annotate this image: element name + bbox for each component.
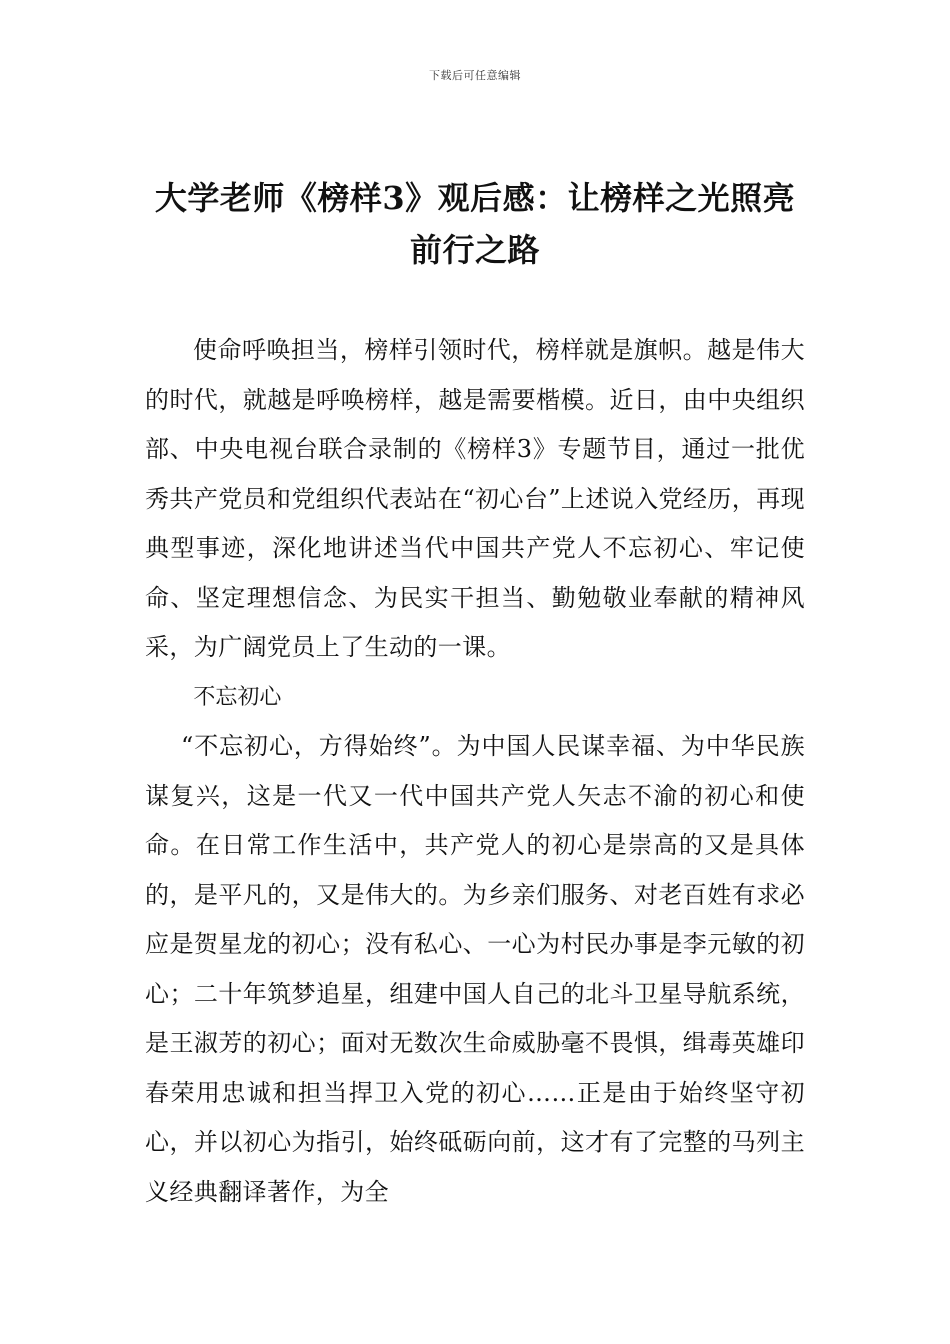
document-body [145,326,805,1217]
header-note: 下载后可任意编辑 [429,69,521,82]
intro-paragraph: 使命呼唤担当，榜样引领时代，榜样就是旗帜。越是伟大的时代，就越是呼唤榜样，越是需要楷模。近日，由中央组织部、中央电视台联合录制的《榜样3》专题节目，通过一批优秀共产党员和党组织代表站在“初心台”上述说入党经历，再现典型事迹，深化地讲述当代中国共产党人不忘初心、牢记使命、坚定理想信念、为民实干担当、勤勉敬业奉献的精神风采，为广阔党员上了生动的一课。 [145,336,805,661]
document-title: 大学老师《榜样3》观后感：让榜样之光照亮前行之路 [154,179,796,269]
section-heading: 不忘初心 [193,684,282,710]
section-paragraph: “不忘初心，方得始终”。为中国人民谋幸福、为中华民族谋复兴，这是一代又一代中国共产党人矢志不渝的初心和使命。在日常工作生活中，共产党人的初心是崇高的又是具体的，是平凡的，又是伟大的。为乡亲们服务、对老百姓有求必应是贺星龙的初心；没有私心、一心为村民办事是李元敏的初心；二十年筑梦追星，组建中国人自己的北斗卫星导航系统，是王淑芳的初心；面对无数次生命威胁毫不畏惧，缉毒英雄印春荣用忠诚和担当捍卫入党的初心……正是由于始终坚守初心，并以初心为指引，始终砥砺向前，这才有了完整的马列主义经典翻译著作，为全 [145,732,805,1206]
